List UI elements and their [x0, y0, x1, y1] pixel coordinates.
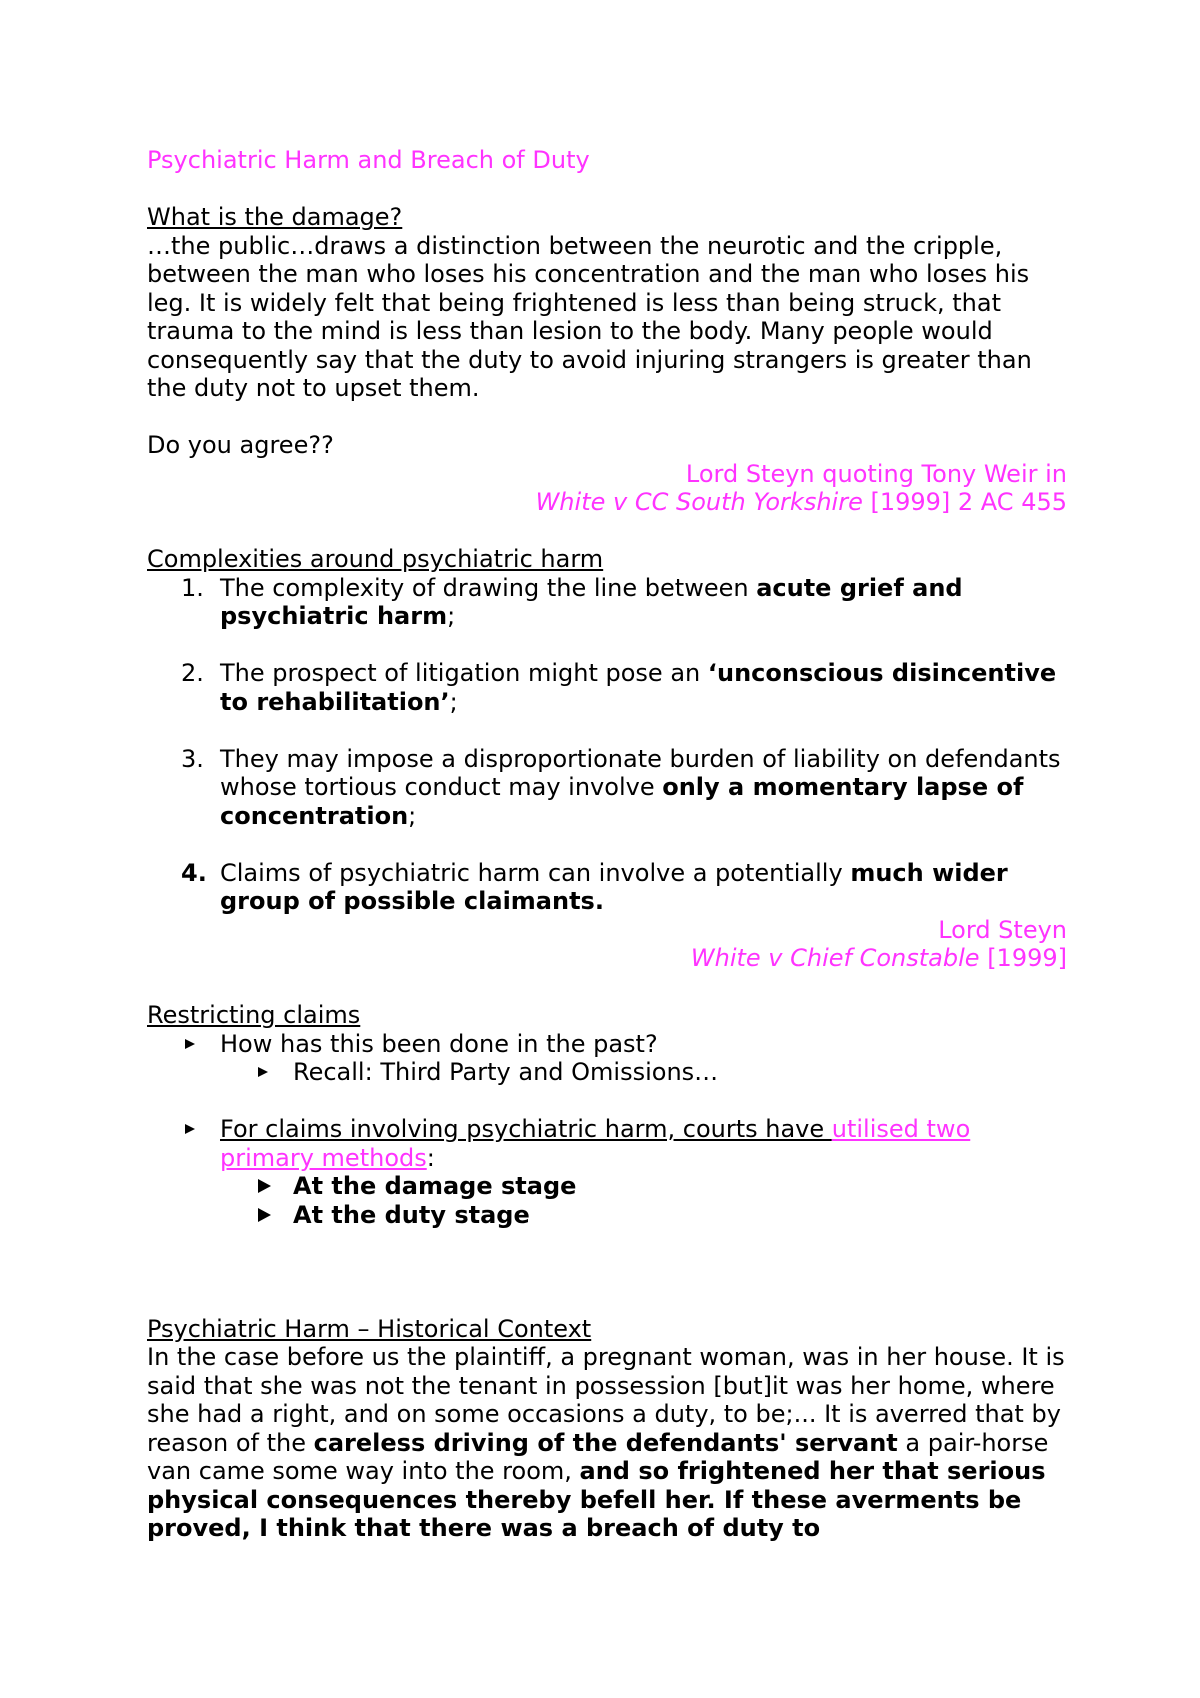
document-body [147, 146, 1067, 1543]
document-title: Psychiatric Harm and Breach of Duty [147, 146, 590, 174]
bullet-text: For claims involving psychiatric harm, courts have [220, 1115, 832, 1143]
bullet-item [147, 1115, 1067, 1172]
list-number: 1. [181, 573, 204, 602]
sub-bullet-item [147, 1172, 1067, 1201]
triangle-bullet-icon [258, 1179, 271, 1193]
historical-quote [147, 1343, 1067, 1543]
sub-bullet-item [147, 1201, 1067, 1230]
item-emphasis: much wider group of possible claimants. [220, 858, 1008, 915]
triangle-bullet-icon [258, 1208, 271, 1222]
bullet-text: How has this been done in the past? [220, 1029, 658, 1058]
item-punct: ; [449, 687, 458, 716]
list-item [147, 859, 1067, 916]
case-reference: [1999] 2 AC 455 [862, 488, 1067, 516]
case-name: White v Chief Constable [690, 944, 980, 972]
item-emphasis: acute grief and psychiatric harm [220, 573, 963, 630]
citation-case [147, 488, 1067, 517]
item-emphasis: ‘unconscious disincentive to rehabilitation’ [220, 659, 1057, 716]
item-emphasis: only a momentary lapse of concentration [220, 773, 1024, 830]
section-heading-damage: What is the damage? [147, 203, 403, 231]
item-punct: ; [408, 801, 417, 830]
section-heading-complexities: Complexities around psychiatric harm [147, 545, 604, 573]
triangle-bullet-icon [258, 1067, 268, 1077]
list-item [147, 659, 1067, 716]
quote-emphasis: careless driving of the defendants' servant [313, 1428, 898, 1457]
citation-author: Lord Steyn [938, 915, 1067, 944]
list-number: 4. [181, 858, 207, 887]
bullet-punct: : [426, 1143, 435, 1172]
weir-quote: …the public…draws a distinction between the neurotic and the cripple, between the man who loses his concentration and the man who loses his leg. It is widely felt that being frightened is less than being struck, that trauma to the mind is less than lesion to the body. Many people would consequently say that the duty to avoid injuring strangers is greater than the duty not to upset them. [147, 231, 1032, 402]
item-punct: ; [447, 602, 456, 630]
complexities-list [147, 574, 1067, 916]
bullet-text: At the duty stage [293, 1200, 530, 1229]
sub-bullet-item [147, 1058, 1067, 1087]
item-text: The complexity of drawing the line between [220, 573, 757, 602]
list-number: 3. [181, 744, 204, 773]
list-number: 2. [181, 659, 204, 687]
bullet-item [147, 1030, 1067, 1059]
triangle-bullet-icon [185, 1039, 195, 1049]
case-name: White v CC South Yorkshire [535, 488, 863, 516]
bullet-text: At the damage stage [293, 1172, 577, 1200]
item-text: They may impose a disproportionate burden of liability on defendants whose tortious conduct may involve [220, 744, 1061, 801]
highlighted-text: utilised two primary methods [220, 1115, 971, 1172]
case-reference: [1999] [979, 944, 1067, 972]
list-item [147, 574, 1067, 631]
list-item [147, 745, 1067, 831]
bullet-text: Recall: Third Party and Omissions… [293, 1058, 719, 1086]
agree-question: Do you agree?? [147, 431, 334, 459]
citation-case [147, 944, 1067, 973]
citation-author: Lord Steyn quoting Tony Weir in [685, 459, 1067, 488]
triangle-bullet-icon [185, 1124, 195, 1134]
quote-emphasis: and so frightened her that serious physical consequences thereby befell her. If these averments be proved, I think that there was a breach of duty to [147, 1457, 1046, 1542]
section-heading-restricting: Restricting claims [147, 1001, 361, 1029]
item-text: The prospect of litigation might pose an [220, 659, 708, 687]
item-text: Claims of psychiatric harm can involve a potentially [220, 858, 851, 887]
quote-text: In the case before us the plaintiff, a pregnant woman, was in her house. It is said that she was not the tenant in possession [but]it was her home, where she had a right, and on some occasions a duty, to be;... It is averred that by reason of the [147, 1343, 1065, 1457]
quote-text: a pair-horse van came some way into the room, [147, 1428, 1049, 1485]
section-heading-historical: Psychiatric Harm – Historical Context [147, 1314, 592, 1343]
